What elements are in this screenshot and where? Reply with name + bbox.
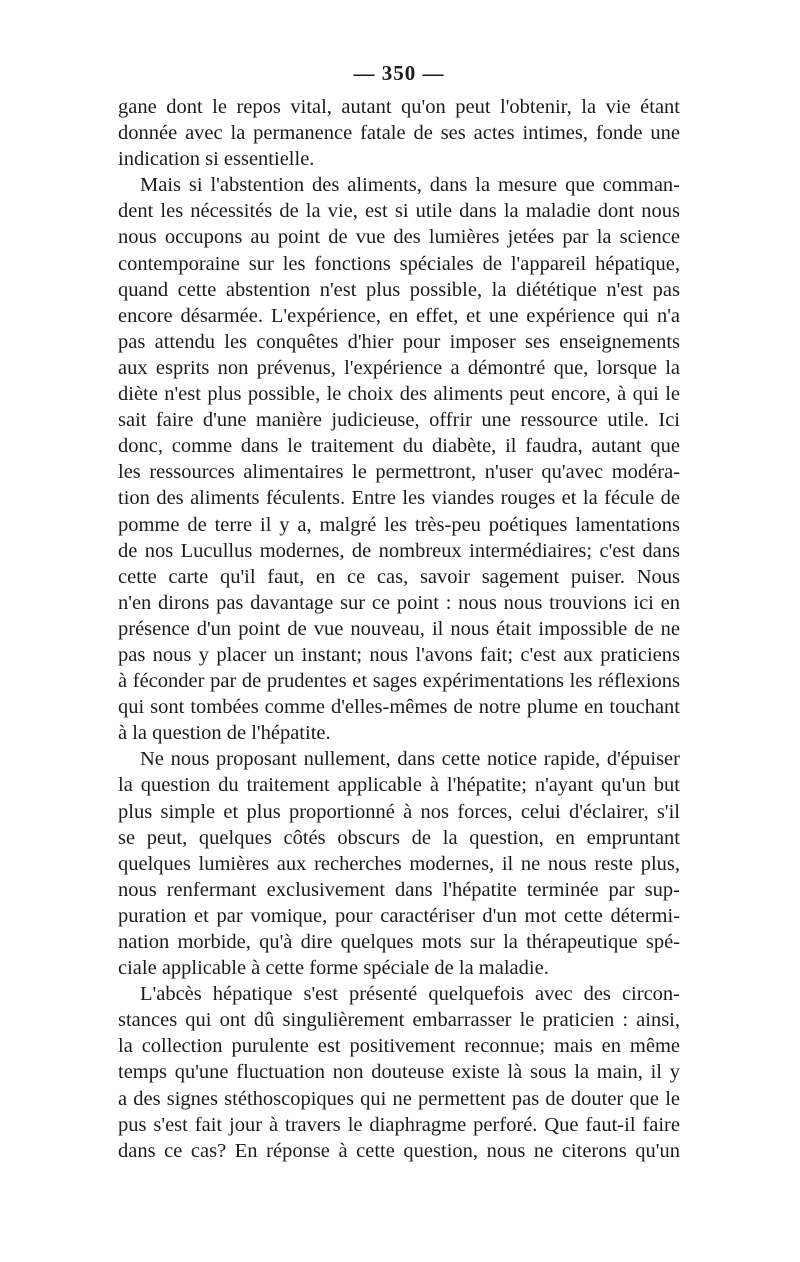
text-line: présence d'un point de vue nouveau, il nous était impossible de ne: [118, 617, 680, 640]
text-line: a des signes stéthoscopiques qui ne permettent pas de douter que le: [118, 1087, 680, 1110]
text-line: se peut, quelques côtés obscurs de la question, en empruntant: [118, 826, 680, 849]
text-line: nation morbide, qu'à dire quelques mots sur la thérapeutique spé-: [118, 931, 680, 953]
text-line: donc, comme dans le traitement du diabète, il faudra, autant que: [118, 435, 680, 458]
text-line: pas nous y placer un instant; nous l'avons fait; c'est aux praticiens: [118, 643, 680, 666]
text-line: la collection purulente est positivement reconnue; mais en même: [118, 1035, 680, 1058]
text-line: plus simple et plus proportionné à nos forces, celui d'éclairer, s'il: [118, 800, 680, 823]
text-line: quand cette abstention n'est plus possible, la diététique n'est pas: [118, 278, 680, 301]
text-line: à féconder par de prudentes et sages expérimentations les réflexions: [118, 670, 680, 693]
text-line: n'en dirons pas davantage sur ce point : nous nous trouvions ici en: [118, 591, 680, 614]
text-line: contemporaine sur les fonctions spéciales de l'appareil hépatique,: [118, 252, 680, 275]
text-line: puration et par vomique, pour caractériser d'un mot cette détermi-: [118, 904, 680, 927]
text-line: cette carte qu'il faut, en ce cas, savoir sagement puiser. Nous: [118, 565, 680, 588]
text-line: indication si essentielle.: [118, 148, 315, 171]
text-line: les ressources alimentaires le permettront, n'user qu'avec modéra-: [118, 461, 680, 484]
text-line: qui sont tombées comme d'elles-mêmes de notre plume en touchant: [118, 696, 680, 719]
text-line: pomme de terre il y a, malgré les très-peu poétiques lamentations: [118, 513, 680, 536]
text-line: tion des aliments féculents. Entre les viandes rouges et la fécule de: [118, 487, 680, 510]
page-number: — 350 —: [353, 61, 445, 85]
text-line: quelques lumières aux recherches modernes, il ne nous reste plus,: [118, 852, 680, 875]
text-line: pas attendu les conquêtes d'hier pour imposer ses enseignements: [118, 330, 680, 353]
text-line: gane dont le repos vital, autant qu'on peut l'obtenir, la vie étant: [118, 96, 680, 118]
book-page: [118, 58, 680, 1164]
text-line: diète n'est plus possible, le choix des aliments peut encore, à qui le: [118, 383, 680, 406]
text-line: la question du traitement applicable à l'hépatite; n'ayant qu'un but: [118, 774, 680, 797]
text-line: temps qu'une fluctuation non douteuse existe là sous la main, il y: [118, 1061, 680, 1084]
text-line: aux esprits non prévenus, l'expérience a démontré que, lorsque la: [118, 356, 680, 379]
text-line: sait faire d'une manière judicieuse, offrir une ressource utile. Ici: [118, 409, 680, 432]
text-line: stances qui ont dû singulièrement embarrasser le praticien : ainsi,: [118, 1009, 680, 1032]
text-line: de nos Lucullus modernes, de nombreux intermédiaires; c'est dans: [118, 539, 680, 562]
text-line: nous occupons au point de vue des lumières jetées par la science: [118, 226, 680, 249]
text-line: Mais si l'abstention des aliments, dans la mesure que comman-: [140, 174, 680, 197]
page-body-text: [118, 94, 680, 1164]
text-line: Ne nous proposant nullement, dans cette notice rapide, d'épuiser: [140, 748, 680, 771]
text-line: ciale applicable à cette forme spéciale de la maladie.: [118, 957, 549, 980]
text-line: dans ce cas? En réponse à cette question, nous ne citerons qu'un: [118, 1139, 680, 1162]
text-line: L'abcès hépatique s'est présenté quelquefois avec des circon-: [140, 983, 680, 1006]
text-line: donnée avec la permanence fatale de ses actes intimes, fonde une: [118, 122, 680, 145]
text-line: nous renfermant exclusivement dans l'hépatite terminée par sup-: [118, 878, 680, 901]
text-line: dent les nécessités de la vie, est si utile dans la maladie dont nous: [118, 200, 680, 223]
text-line: encore désarmée. L'expérience, en effet, et une expérience qui n'a: [118, 304, 680, 327]
text-line: pus s'est fait jour à travers le diaphragme perforé. Que faut-il faire: [118, 1113, 680, 1136]
text-line: à la question de l'hépatite.: [118, 722, 331, 745]
